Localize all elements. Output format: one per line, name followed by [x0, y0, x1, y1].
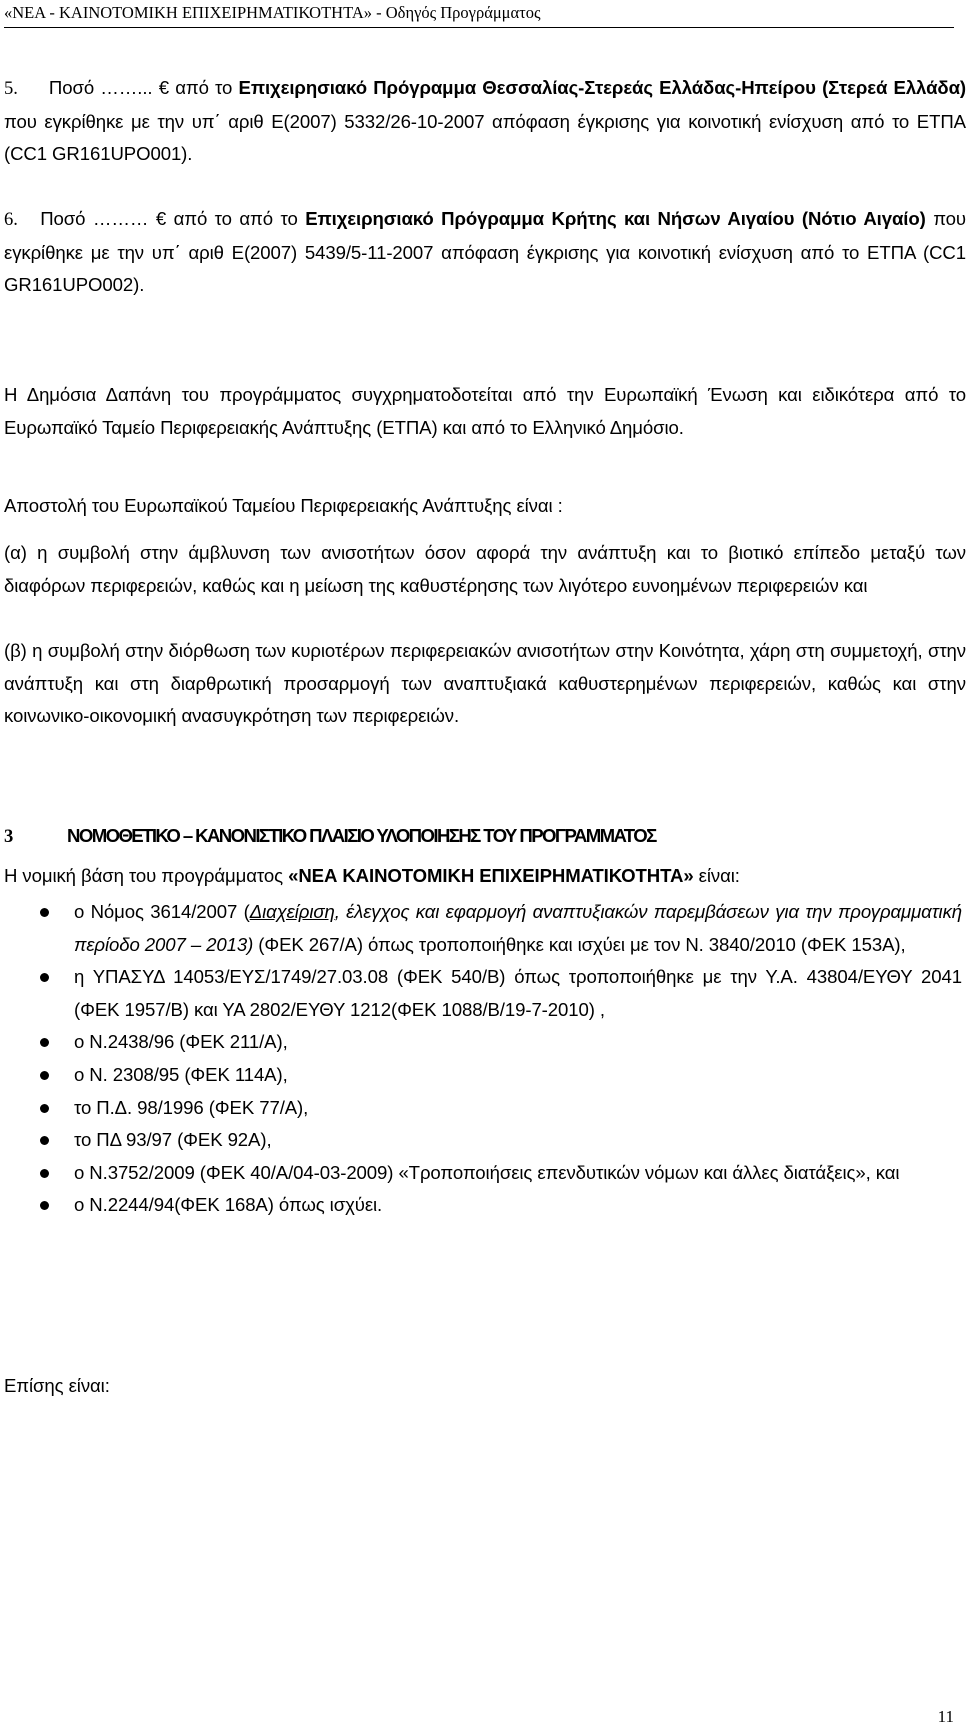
also-heading: Επίσης είναι: [4, 1375, 110, 1396]
item-6-text: από το από το [173, 208, 298, 229]
item-6-paragraph [4, 203, 966, 302]
list-item [0, 961, 962, 1026]
item-5-paragraph [4, 72, 966, 171]
item-5-text: από το [175, 77, 233, 98]
mission-point-a: (α) η συμβολή στην άμβλυνση των ανισοτήτων όσον αφορά την ανάπτυξη και το βιοτικό επίπεδο μεταξύ των διαφόρων περιφερειών, καθώς και η μείωση της καθυστέρησης των λιγότερο ευνοημένων περιφερειών και [4, 542, 966, 596]
bullet-icon [40, 973, 49, 982]
mission-point-b: (β) η συμβολή στην διόρθωση των κυριοτέρων περιφερειακών ανισοτήτων στην Κοινότητα, χάρη στη συμμετοχή, στην ανάπτυξη και στη διαρθρωτική προσαρμογή των αναπτυξιακά καθυστερημένων περιφερειών, καθώς και στην κοινωνικο-οικονομική ανασυγκρότηση των περιφερειών. [4, 640, 966, 727]
list-item-text: ο Ν.2244/94(ΦΕΚ 168Α) όπως ισχύει. [74, 1194, 383, 1216]
list-item [0, 1124, 962, 1157]
bullet-icon [40, 908, 49, 917]
bullet-icon [40, 1038, 49, 1047]
item-6-programme-name: Επιχειρησιακό Πρόγραμμα Κρήτης και Νήσων Αιγαίου (Νότιο Αιγαίο) [305, 208, 926, 229]
legal-basis-intro [4, 860, 966, 893]
list-item-text: ο Νόμος 3614/2007 ( [74, 901, 250, 922]
section-title: ΝΟΜΟΘΕΤΙΚΟ – ΚΑΝΟΝΙΣΤΙΚΟ ΠΛΑΙΣΙΟ ΥΛΟΠΟΙΗΣΗΣ ΤΟΥ ΠΡΟΓΡΑΜΜΑΤΟΣ [67, 825, 656, 846]
legal-basis-list [0, 896, 960, 1222]
section-number: 3 [4, 826, 14, 847]
list-item [0, 1189, 962, 1222]
list-item-text: ο Ν.2438/96 (ΦΕΚ 211/Α), [74, 1031, 288, 1053]
page-number: 11 [937, 1707, 954, 1726]
list-item [0, 1092, 962, 1125]
item-6-approval-text: που εγκρίθηκε με την υπ΄ αριθ Ε(2007) 5439/5-11-2007 απόφαση έγκρισης για κοινοτική ενίσχυση από το ΕΤΠΑ (CC1 GR161UPO002). [4, 208, 966, 296]
list-item-text: η ΥΠΑΣΥΔ 14053/ΕΥΣ/1749/27.03.08 (ΦΕΚ 540/Β) όπως τροποποιήθηκε με την Υ.Α. 43804/ΕΥΘΥ 2041 (ΦΕΚ 1957/Β) και ΥΑ 2802/ΕΥΘΥ 1212(ΦΕΚ 1088/Β/19-7-2010) , [74, 966, 962, 1020]
law-title: , έλεγχος και εφαρμογή αναπτυξιακών παρεμβάσεων για την προγραμματική περίοδο 2007 – 2013) [74, 901, 962, 955]
euro-sign: € [158, 77, 169, 98]
bullet-icon [40, 1169, 49, 1178]
law-title-underlined: Διαχείριση [249, 901, 335, 922]
mission-paragraph: Αποστολή του Ευρωπαϊκού Ταμείου Περιφερειακής Ανάπτυξης είναι : [4, 495, 563, 516]
list-item [0, 1157, 962, 1190]
bullet-icon [40, 1136, 49, 1145]
running-header: «ΝΕΑ - ΚΑΙΝΟΤΟΜΙΚΗ ΕΠΙΧΕΙΡΗΜΑΤΙΚΟΤΗΤΑ» - Οδηγός Προγράμματος [4, 0, 954, 28]
list-item-text: ο Ν. 2308/95 (ΦΕΚ 114Α), [74, 1063, 288, 1085]
section-3-heading [4, 825, 656, 848]
list-item [0, 1059, 962, 1092]
bullet-icon [40, 1201, 49, 1210]
item-5-programme-name: Επιχειρησιακό Πρόγραμμα Θεσσαλίας-Στερεάς Ελλάδας-Ηπείρου (Στερεά Ελλάδα) [238, 77, 966, 98]
bullet-icon [40, 1071, 49, 1080]
item-6-amount-label: Ποσό ……… [40, 208, 149, 229]
legal-basis-text: Η νομική βάση του προγράμματος [4, 865, 283, 886]
list-item-text: (ΦΕΚ 267/Α) όπως τροποποιήθηκε και ισχύει με τον Ν. 3840/2010 (ΦΕΚ 153Α), [258, 933, 906, 955]
euro-sign: € [155, 208, 167, 229]
item-6-number: 6. [4, 209, 18, 230]
item-5-number: 5. [4, 78, 18, 99]
funding-paragraph: Η Δημόσια Δαπάνη του προγράμματος συγχρηματοδοτείται από την Ευρωπαϊκή Ένωση και ειδικότερα από το Ευρωπαϊκό Ταμείο Περιφερειακής Ανάπτυξης (ΕΤΠΑ) και από το Ελληνικό Δημόσιο. [4, 384, 966, 438]
item-5-amount-label: Ποσό ……... [48, 77, 153, 98]
list-item-text: το ΠΔ 93/97 (ΦΕΚ 92Α), [74, 1129, 272, 1151]
programme-name: «ΝΕΑ ΚΑΙΝΟΤΟΜΙΚΗ ΕΠΙΧΕΙΡΗΜΑΤΙΚΟΤΗΤΑ» [288, 865, 694, 886]
list-item-text: ο Ν.3752/2009 (ΦΕΚ 40/Α/04-03-2009) «Τροποποιήσεις επενδυτικών νόμων και άλλες διατάξεις», και [74, 1161, 900, 1183]
list-item-text: το Π.Δ. 98/1996 (ΦΕΚ 77/Α), [74, 1096, 309, 1118]
legal-basis-suffix: είναι: [698, 865, 740, 886]
bullet-icon [40, 1104, 49, 1113]
list-item [0, 1026, 962, 1059]
list-item [0, 896, 962, 961]
item-5-approval-text: που εγκρίθηκε με την υπ΄ αριθ Ε(2007) 5332/26-10-2007 απόφαση έγκρισης για κοινοτική ενίσχυση από το ΕΤΠΑ (CC1 GR161UPO001). [4, 110, 966, 165]
